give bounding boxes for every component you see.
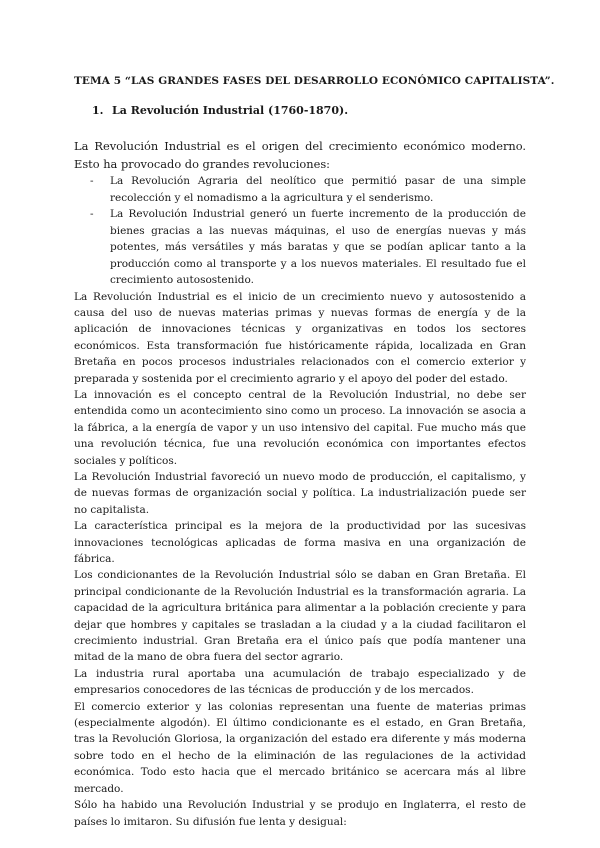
bullet-text: La Revolución Agraria del neolítico que permitió pasar de una simple recolección y el nomadismo a la agricultura y el senderismo. [110, 175, 526, 204]
body-paragraph: La característica principal es la mejora de la productividad por las sucesivas innovaciones tecnológicas aplicadas de forma masiva en una organización de fábrica. [74, 520, 526, 565]
body-paragraph: El comercio exterior y las colonias representan una fuente de materias primas (especialmente algodón). El último condicionante es el estado, en Gran Bretaña, tras la Revolución Gloriosa, la organización del estado era diferente y más moderna sobre todo en el hecho de la eliminación de las regulaciones de la actividad económica. Todo esto hacia que el mercado británico se acercara más al libre mercado. [74, 700, 526, 795]
section-number: 1. [92, 104, 104, 117]
bullet-text: La Revolución Industrial generó un fuerte incremento de la producción de bienes gracias a las nuevas máquinas, el uso de energías nuevas y más potentes, más versátiles y más baratas y que se podían aplicar tanto a la producción como al transporte y a los nuevos materiales. El resultado fue el crecimiento autosostenido. [110, 208, 526, 286]
body-paragraph: La innovación es el concepto central de la Revolución Industrial, no debe ser entendida como un acontecimiento sino como un proceso. La innovación se asocia a la fábrica, a la energía de vapor y un uso intensivo del capital. Fue mucho más que una revolución técnica, fue una revolución económica con importantes efectos sociales y políticos. [74, 388, 526, 467]
section-heading [92, 104, 526, 118]
bullet-list [74, 173, 526, 289]
body-paragraph: La industria rural aportaba una acumulación de trabajo especializado y de empresarios conocedores de las técnicas de producción y de los mercados. [74, 667, 526, 697]
body-paragraph: Los condicionantes de la Revolución Industrial sólo se daban en Gran Bretaña. El principal condicionante de la Revolución Industrial es la transformación agraria. La capacidad de la agricultura británica para alimentar a la población creciente y para dejar que hombres y capitales se trasladan a la ciudad y a la ciudad facilitaron el crecimiento industrial. Gran Bretaña era el único país que podía mantener una mitad de la mano de obra fuera del sector agrario. [74, 569, 526, 664]
body-paragraph: Sólo ha habido una Revolución Industrial y se produjo en Inglaterra, el resto de países lo imitaron. Su difusión fue lenta y desigual: [74, 799, 526, 828]
bullet-marker: - [90, 208, 94, 220]
bullet-marker: - [90, 175, 94, 187]
body-paragraph: La Revolución Industrial es el inicio de un crecimiento nuevo y autosostenido a causa del uso de nuevas materias primas y nuevas formas de energía y de la aplicación de innovaciones técnicas y organizativas en todos los sectores económicos. Esta transformación fue históricamente rápida, localizada en Gran Bretaña en pocos procesos industriales relacionados con el comercio exterior y preparada y sostenida por el crecimiento agrario y el apoyo del poder del estado. [74, 290, 526, 385]
document-title: TEMA 5 “LAS GRANDES FASES DEL DESARROLLO ECONÓMICO CAPITALISTA”. [74, 75, 555, 87]
list-item [90, 173, 526, 206]
body-paragraph: La Revolución Industrial favoreció un nuevo modo de producción, el capitalismo, y de nuevas formas de organización social y política. La industrialización puede ser no capitalista. [74, 470, 526, 516]
list-item [90, 206, 526, 289]
section-heading-text: La Revolución Industrial (1760-1870). [112, 104, 349, 117]
intro-paragraph: La Revolución Industrial es el origen del crecimiento económico moderno. Esto ha provocado do grandes revoluciones: [74, 139, 526, 171]
